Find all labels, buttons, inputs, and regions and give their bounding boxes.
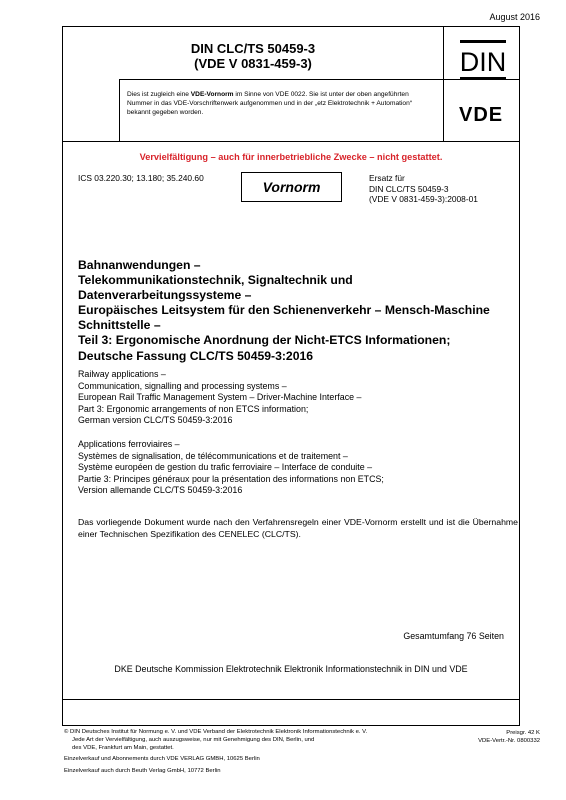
replacement-line: DIN CLC/TS 50459-3	[369, 183, 449, 194]
vornorm-badge: Vornorm	[241, 172, 342, 202]
title-french	[78, 439, 508, 497]
publication-date: August 2016	[489, 12, 540, 22]
title-line: European Rail Traffic Management System – Driver-Machine Interface –	[78, 392, 362, 402]
title-line: Système européen de gestion du trafic ferroviaire – Interface de conduite –	[78, 462, 373, 472]
replacement-line: Ersatz für	[369, 173, 405, 183]
footer-line: Einzelverkauf und Abonnements durch VDE VERLAG GMBH, 10625 Berlin	[64, 756, 260, 763]
title-line: Teil 3: Ergonomische Anordnung der Nicht-ETCS Informationen;	[78, 333, 451, 348]
title-english	[78, 369, 508, 427]
din-logo	[460, 40, 506, 80]
footer-line: Jede Art der Vervielfältigung, auch auszugsweise, nur mit Genehmigung des DIN, Berlin, und	[72, 736, 315, 743]
footer-line: des VDE, Frankfurt am Main, gestattet.	[72, 744, 174, 751]
cover-frame	[62, 26, 520, 726]
footer-line: Einzelverkauf auch durch Beuth Verlag GmbH, 10772 Berlin	[64, 768, 221, 775]
header-divider-vertical	[443, 27, 444, 141]
footer-copyright	[64, 729, 434, 776]
title-line: Railway applications –	[78, 369, 166, 379]
ics-codes: ICS 03.220.30; 13.180; 35.240.60	[78, 173, 204, 183]
vde-order-number: VDE-Vertr.-Nr. 0800332	[478, 738, 540, 745]
vde-note-prefix: Dies ist zugleich eine	[127, 91, 191, 98]
price-group: Preisgr. 42 K	[506, 730, 540, 736]
vde-note	[127, 90, 432, 117]
dke-line: DKE Deutsche Kommission Elektrotechnik Elektronik Informationstechnik in DIN und VDE	[114, 664, 468, 674]
title-line: Systèmes de signalisation, de télécommunications et de traitement –	[78, 450, 348, 461]
footer-pricing	[478, 729, 540, 746]
standard-number-block	[63, 41, 443, 71]
title-line: Communication, signalling and processing systems –	[78, 380, 287, 391]
title-line: German version CLC/TS 50459-3:2016	[78, 415, 233, 425]
vde-note-bold: VDE-Vornorm	[190, 91, 234, 98]
note-divider-vertical	[119, 79, 120, 141]
title-line: Schnittstelle –	[78, 318, 161, 333]
total-pages: Gesamtumfang 76 Seiten	[403, 631, 504, 641]
vde-note-suffix: im Sinne von VDE 0022. Sie ist unter der oben angeführten Nummer in das VDE-Vorschriftenwerk aufgenommen und in der „etz Elektrotechnik + Automation“ bekannt gegeben worden.	[127, 91, 412, 116]
title-line: Part 3: Ergonomic arrangements of non ETCS information;	[78, 403, 309, 414]
header-divider-horizontal	[119, 79, 519, 80]
title-line: Bahnanwendungen –	[78, 258, 201, 272]
title-line: Applications ferroviaires –	[78, 439, 180, 449]
procedure-remark: Das vorliegende Dokument wurde nach den Verfahrensregeln einer VDE-Vornorm erstellt und ist die Übernahme einer Technischen Spezifikation des CENELEC (CLC/TS).	[78, 517, 518, 539]
din-logo-text: DIN	[460, 47, 506, 77]
standard-number: DIN CLC/TS 50459-3	[190, 41, 316, 56]
copy-warning: Vervielfältigung – auch für innerbetriebliche Zwecke – nicht gestattet.	[139, 152, 443, 162]
vde-number: (VDE V 0831-459-3)	[194, 56, 312, 71]
title-line: Telekommunikationstechnik, Signaltechnik und	[78, 273, 353, 288]
footer-divider	[63, 699, 519, 700]
title-line: Partie 3: Principes généraux pour la présentation des informations non ETCS;	[78, 473, 384, 484]
title-line: Version allemande CLC/TS 50459-3:2016	[78, 485, 243, 495]
footer-line: © DIN Deutsches Institut für Normung e. V. und VDE Verband der Elektrotechnik Elektronik Informationstechnik e. V.	[64, 729, 368, 735]
title-line: Europäisches Leitsystem für den Schienenverkehr – Mensch-Maschine	[78, 303, 490, 318]
title-german	[78, 258, 508, 364]
vde-logo: VDE	[459, 104, 504, 126]
replacement-info	[369, 173, 478, 205]
title-line: Datenverarbeitungssysteme –	[78, 288, 252, 303]
title-line: Deutsche Fassung CLC/TS 50459-3:2016	[78, 348, 314, 363]
header-bottom-line	[63, 141, 519, 142]
replacement-line: (VDE V 0831-459-3):2008-01	[369, 194, 478, 204]
